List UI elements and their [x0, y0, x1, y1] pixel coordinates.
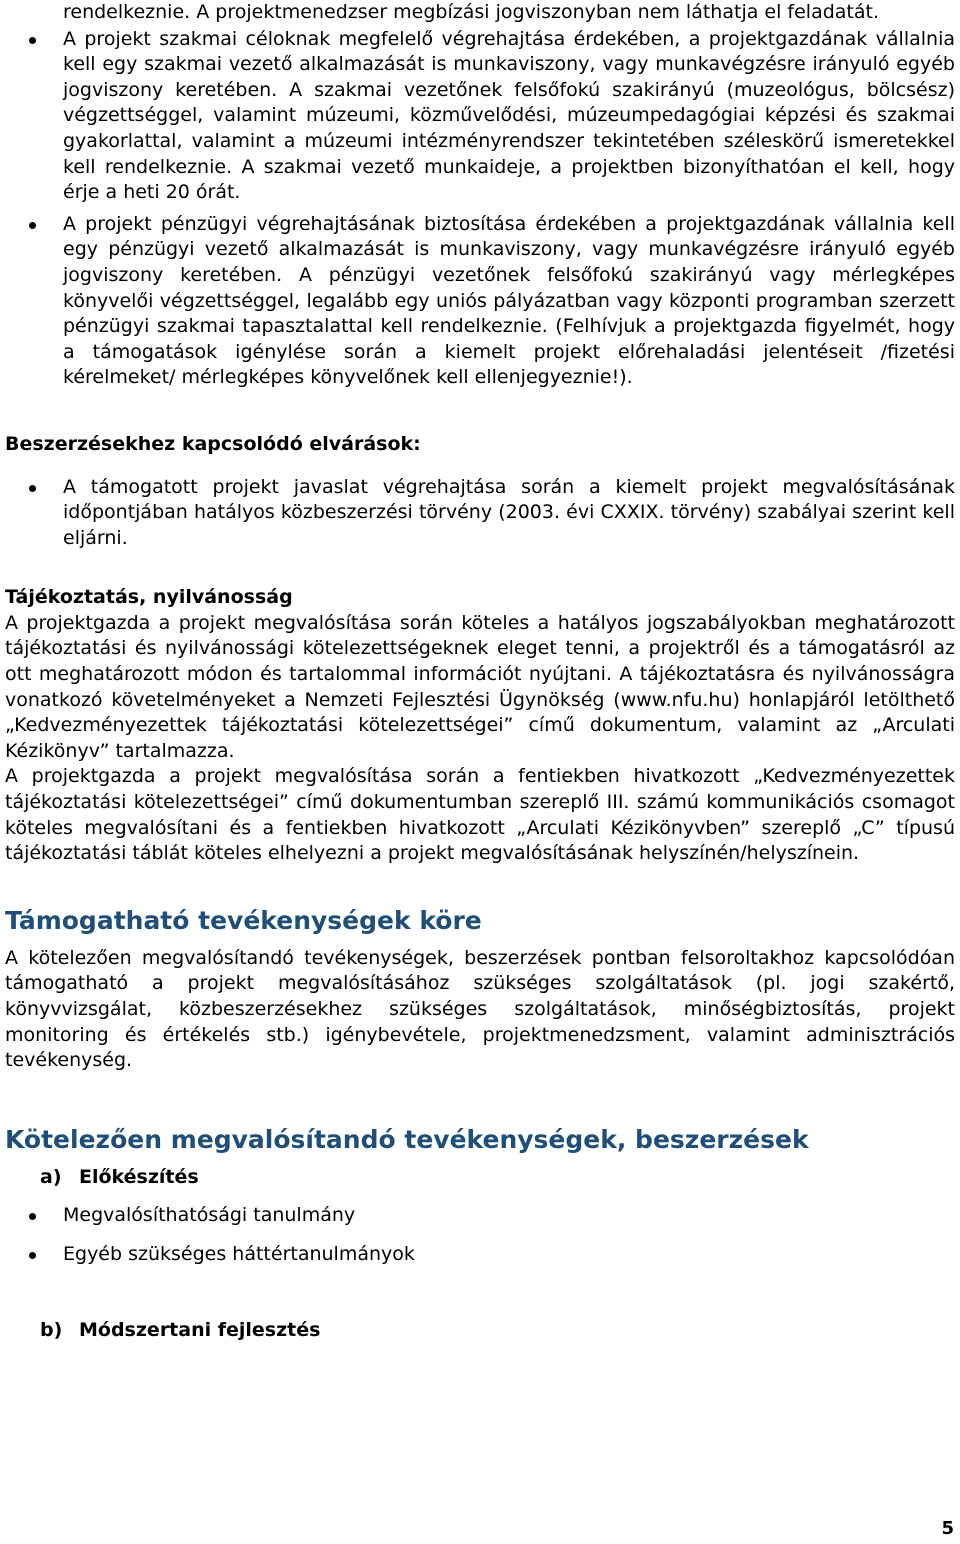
- publicity-paragraph-2: A projektgazda a projekt megvalósítása során a fentiekben hivatkozott „Kedvezményezettek tájékoztatási kötelezettségei” című dokumentumban szereplő III. számú kommunikációs csomagot köteles megvalósítani és a fentiekben hivatkozott „Arculati Kézikönyvben” szereplő „C” típusú tájékoztatási táblát köteles elhelyezni a projekt megvalósításának helyszínén/helyszínein.: [5, 765, 955, 865]
- subsection-a-label: a): [40, 1165, 62, 1188]
- subsection-b-heading: [5, 1318, 955, 1344]
- subsection-b-label: b): [40, 1318, 63, 1341]
- mandatory-activities-heading: Kötelezően megvalósítandó tevékenységek, beszerzések: [5, 1124, 809, 1154]
- list-item-feasibility-study: Megvalósíthatósági tanulmány: [5, 1203, 955, 1229]
- list-item-background-studies: Egyéb szükséges háttértanulmányok: [5, 1242, 955, 1268]
- subsection-a-heading: [5, 1165, 955, 1191]
- page-number: 5: [941, 1518, 954, 1539]
- publicity-paragraph-1: A projektgazda a projekt megvalósítása során köteles a hatályos jogszabályokban meghatározott tájékoztatási és nyilvánossági kötelezettségeknek eleget tenni, a projektről és a támogatásról az ott meghatározott módon és tartalommal információt nyújtani. A tájékoztatásra és nyilvánosságra vonatkozó követelményeket a Nemzeti Fejlesztési Ügynökség (www.nfu.hu) honlapjáról letölthető „Kedvezményezettek tájékoztatási kötelezettségei” című dokumentum, valamint az „Arculati Kézikönyv” tartalmazza.: [5, 611, 955, 762]
- subsection-a-title: Előkészítés: [79, 1165, 199, 1188]
- document-page: [5, 0, 955, 1343]
- publicity-heading: Tájékoztatás, nyilvánosság: [5, 586, 293, 609]
- subsection-b-title: Módszertani fejlesztés: [79, 1318, 321, 1341]
- requirements-list: [5, 27, 955, 391]
- supported-activities-paragraph: A kötelezően megvalósítandó tevékenységek, beszerzések pontban felsoroltakhoz kapcsolódóan támogatható a projekt megvalósításához szükséges szolgáltatások (pl. jogi szakértő, könyvvizsgálat, közbeszerzésekhez szükséges szolgáltatások, minőségbiztosítás, projekt monitoring és értékelés stb.) igénybevétele, projektmenedzsment, valamint adminisztrációs tevékenység.: [5, 946, 955, 1072]
- preparation-list: [5, 1203, 955, 1267]
- list-item-professional-lead: A projekt szakmai céloknak megfelelő végrehajtása érdekében, a projektgazdának vállalnia kell egy szakmai vezető alkalmazását is munkaviszony, vagy munkavégzésre irányuló egyéb jogviszony keretében. A szakmai vezetőnek felsőfokú szakirányú (muzeológus, bölcsész) végzettséggel, valamint múzeumi, közművelődési, múzeumpedagógiai képzési és szakmai gyakorlattal, valamint a múzeumi intézményrendszer tekintetében széleskörű ismeretekkel kell rendelkeznie. A szakmai vezető munkaideje, a projektben bizonyíthatóan el kell, hogy érje a heti 20 órát.: [5, 27, 955, 206]
- list-item-procurement: A támogatott projekt javaslat végrehajtása során a kiemelt projekt megvalósításának időpontjában hatályos közbeszerzési törvény (2003. évi CXXIX. törvény) szabályai szerint kell eljárni.: [5, 475, 955, 552]
- supported-activities-heading: Támogatható tevékenységek köre: [5, 905, 482, 935]
- list-item-financial-lead: A projekt pénzügyi végrehajtásának biztosítása érdekében a projektgazdának vállalnia kell egy pénzügyi vezető alkalmazását is munkaviszony, vagy munkavégzésre irányuló egyéb jogviszony keretében. A pénzügyi vezetőnek felsőfokú szakirányú vagy mérlegképes könyvelői végzettséggel, legalább egy uniós pályázatban vagy központi programban szerzett pénzügyi szakmai tapasztalattal kell rendelkeznie. (Felhívjuk a projektgazda figyelmét, hogy a támogatások igénylése során a kiemelt projekt előrehaladási jelentéseit /fizetési kérelmeket/ mérlegképes könyvelőnek kell ellenjegyeznie!).: [5, 212, 955, 391]
- procurement-heading: Beszerzésekhez kapcsolódó elvárások:: [5, 432, 421, 455]
- procurement-list: [5, 475, 955, 552]
- continued-text: rendelkeznie. A projektmenedzser megbízási jogviszonyban nem láthatja el feladatát.: [63, 1, 879, 23]
